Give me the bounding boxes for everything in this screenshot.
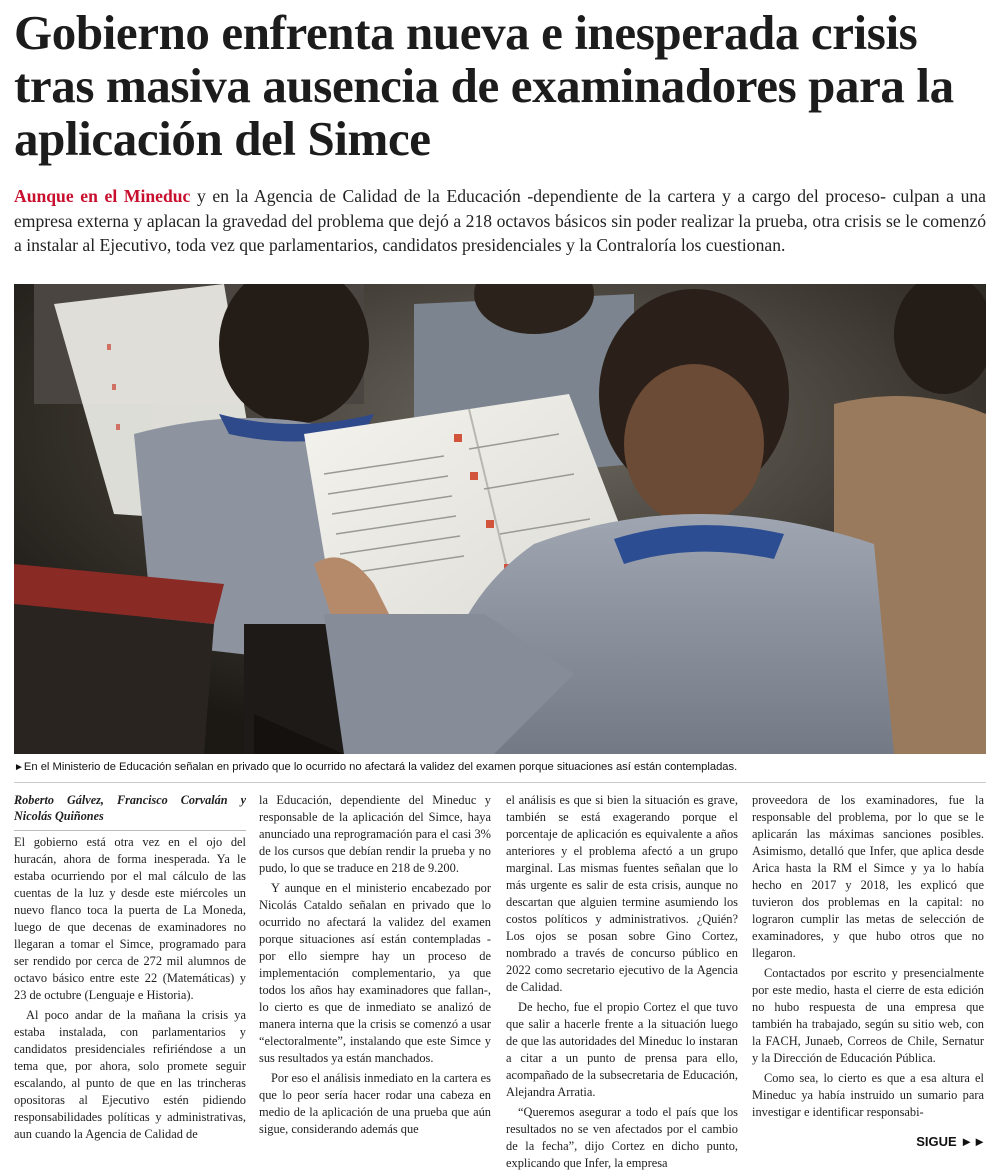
lead-kicker: Aunque en el Mineduc: [14, 186, 191, 206]
continue-marker: SIGUE ►►: [916, 1134, 986, 1149]
paragraph: el análisis es que si bien la situación es grave, también se está exagerando porque el porcentaje de aplicación es equivalente a años anteriores y el problema afectó a un grupo marginal. Las mismas fuentes señalan que lo más urgente es salir de esta crisis, aunque no descartan que alguien termine asumiendo los costos políticos y administrativos. ¿Quién? Los ojos se posan sobre Gino Cortez, nombrado a través de concurso público en 2022 como secretario ejecutivo de la Agencia de Calidad.: [506, 793, 738, 994]
article-photo: [14, 284, 986, 754]
paragraph: “Queremos asegurar a todo el país que los resultados no se ven afectados por el cambio de la fecha”, dijo Cortez en dicho punto, explicando que Infer, la empresa: [506, 1105, 738, 1170]
article-column-3: [506, 792, 738, 1175]
paragraph: Y aunque en el ministerio encabezado por Nicolás Cataldo señalan en privado que lo ocurrido no afectará la validez del examen porque situaciones así están contempladas -por ello siempre hay un proceso de implementación complementario, ya que todos los años hay examinadores que fallan-, lo cierto es que de inmediato se analizó de manera interna que la crisis se comenzó a usar “electoralmente”, instalando que este Simce y sus resultados ya están manchados.: [259, 881, 491, 1065]
paragraph: Como sea, lo cierto es que a esa altura el Mineduc ya había instruido un sumario para investigar e identificar responsabi-: [752, 1071, 984, 1119]
paragraph: proveedora de los examinadores, fue la responsable del problema, por lo que se le aplicarán las máximas sanciones posibles. Asimismo, detalló que Infer, que aplica desde Arica hasta la RM el Simce y ya lo había hecho en 2017 y 2018, les explicó que tuvieron dos problemas en la capital: no lograron cumplir las metas de selección de examinadores, y que hubo otros que no llegaron.: [752, 793, 984, 960]
caption-text: En el Ministerio de Educación señalan en privado que lo ocurrido no afectará la validez del examen porque situaciones así están contempladas.: [23, 761, 738, 773]
article-column-4: [752, 792, 984, 1124]
photo-caption: [14, 760, 989, 775]
paragraph: la Educación, dependiente del Mineduc y responsable de la aplicación del Simce, haya anunciado una reprogramación para el casi 3% de los cursos que debían rendir la prueba y no pudo, lo que se traduce en 218 de 9.200.: [259, 793, 491, 875]
caption-arrow-icon: ►: [14, 762, 24, 773]
paragraph: Contactados por escrito y presencialmente por este medio, hasta el cierre de esta edición no hubo respuesta de una empresa que también ha trabajado, según su sitio web, con la FACH, Junaeb, Correos de Chile, Sernatur y la Dirección de Educación Pública.: [752, 966, 984, 1065]
lead-text: y en la Agencia de Calidad de la Educación -dependiente de la cartera y a cargo del proceso- culpan a una empresa externa y aplacan la gravedad del problema que dejó a 218 octavos básicos sin poder realizar la prueba, otra crisis se le comenzó a instalar al Ejecutivo, toda vez que parlamentarios, candidatos presidenciales y la Contraloría los cuestionan.: [14, 186, 986, 255]
paragraph: El gobierno está otra vez en el ojo del huracán, ahora de forma inesperada. Ya le estaba ocurriendo por el mal cálculo de las cuentas de la luz y desde este miércoles un nuevo flanco toca la puerta de La Moneda, luego de que decenas de examinadores no llegaran a tomar el Simce, programado para ser rendido por cerca de 272 mil alumnos de octavo básico entre este 22 (Matemáticas) y 23 de octubre (Lenguaje e Historia).: [14, 835, 246, 1002]
headline: Gobierno enfrenta nueva e inesperada crisis tras masiva ausencia de examinadores para la aplicación del Simce: [14, 5, 954, 166]
photo-illustration: [14, 284, 986, 754]
caption-divider: [14, 782, 986, 783]
lead-paragraph: [14, 184, 986, 258]
article-column-2: [259, 792, 491, 1141]
paragraph: De hecho, fue el propio Cortez el que tuvo que salir a hacerle frente a la situación luego de que las autoridades del Mineduc lo instaran a citar a un punto de prensa para ello, acompañado de la subsecretaria de Educación, Alejandra Arratia.: [506, 1000, 738, 1099]
paragraph: Por eso el análisis inmediato en la cartera es que lo peor sería hacer rodar una cabeza en medio de la aplicación de una prueba que aún sigue, considerando además que: [259, 1071, 491, 1136]
paragraph: Al poco andar de la mañana la crisis ya estaba instalada, con parlamentarios y candidatos presidenciales refiriéndose a un tema que, por ahora, solo promete seguir escalando, al punto de que en las trincheras opositoras al Ejecutivo estén pidiendo responsabilidades políticas y administrativas, aun cuando la Agencia de Calidad de: [14, 1008, 246, 1141]
byline: Roberto Gálvez, Francisco Corvalán y Nicolás Quiñones: [14, 792, 246, 831]
article-column-1: [14, 792, 246, 1146]
